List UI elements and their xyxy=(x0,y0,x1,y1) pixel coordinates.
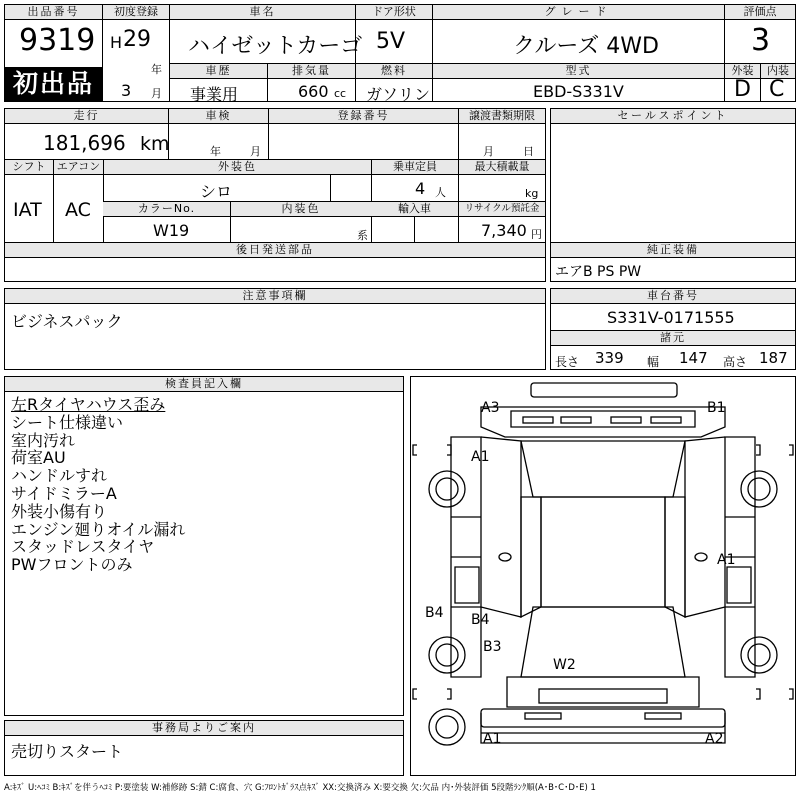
inspector-line: ハンドルすれ xyxy=(11,466,108,486)
displacement-cell xyxy=(267,64,355,101)
sales-point-block xyxy=(550,108,796,282)
damage-mark: A1 xyxy=(471,449,490,465)
height-label: 高さ xyxy=(723,355,748,369)
height: 187 xyxy=(759,349,788,367)
displacement-unit: cc xyxy=(334,87,347,100)
mileage-unit: km xyxy=(140,133,170,155)
damage-mark: A2 xyxy=(705,731,724,747)
car-name-cell xyxy=(170,5,363,63)
capacity-unit: 人 xyxy=(435,186,446,199)
registration-year-unit: 年 xyxy=(151,63,162,76)
registration-label: 初度登録 xyxy=(103,5,169,20)
damage-mark: B4 xyxy=(471,612,490,628)
length: 339 xyxy=(595,349,624,367)
reg-number-label: 登録番号 xyxy=(268,109,458,124)
sales-point-label: セールスポイント xyxy=(551,109,795,124)
lot-number: 9319 xyxy=(19,23,96,58)
score-label: 評価点 xyxy=(725,5,795,20)
interior-color-label: 内装色 xyxy=(230,202,371,217)
specs-label: 諸元 xyxy=(551,331,795,346)
door-type: 5V xyxy=(376,29,406,54)
registration-era: H xyxy=(110,33,123,52)
history-cell xyxy=(170,64,267,104)
damage-mark: B1 xyxy=(707,400,726,416)
door-cell xyxy=(355,5,432,63)
fuel-label: 燃料 xyxy=(356,64,432,79)
legend: A:ｷｽﾞ U:ﾍｺﾐ B:ｷｽﾞを伴うﾍｺﾐ P:要塗装 W:補修跡 S:錆 C:腐食、穴 G:ﾌﾛﾝﾄｶﾞﾗｽ点ｷｽﾞ XX:交換済み X:要交換 欠:欠品 内･外装評価 5段階ﾗﾝｸ順(A･B･C･D･E) 1 xyxy=(4,783,596,793)
inspector-notes xyxy=(11,396,185,574)
inspection-label: 車検 xyxy=(168,109,268,124)
lot-label: 出品番号 xyxy=(5,5,102,20)
registration-cell xyxy=(103,5,169,101)
mileage-label: 走行 xyxy=(5,109,168,124)
car-name: ハイゼットカーゴ xyxy=(188,34,363,59)
shift: IAT xyxy=(13,199,42,221)
exterior-color-label: 外装色 xyxy=(103,160,371,175)
inspector-line: スタッドレスタイヤ xyxy=(11,537,155,557)
color-no: W19 xyxy=(153,221,190,240)
color-no-label: カラーNo. xyxy=(103,202,230,217)
lot-cell xyxy=(5,5,102,101)
score: 3 xyxy=(751,23,771,58)
model-cell xyxy=(432,64,724,101)
transfer-day-unit: 日 xyxy=(523,145,534,158)
inspector-line: サイドミラーA xyxy=(11,483,117,503)
transfer-month-unit: 月 xyxy=(483,145,494,158)
office-block xyxy=(4,720,404,776)
interior-score-label: 内装 xyxy=(760,64,795,79)
car-outline xyxy=(411,377,795,775)
inspector-line: 左Rタイヤハウス歪み xyxy=(11,395,166,414)
length-label: 長さ xyxy=(555,355,580,369)
history: 事業用 xyxy=(190,85,239,104)
door-label: ドア形状 xyxy=(356,5,432,20)
displacement: 660 xyxy=(298,82,329,101)
damage-mark: B3 xyxy=(483,639,502,655)
car-diagram xyxy=(410,376,796,776)
inspector-block xyxy=(4,376,404,716)
grade-cell xyxy=(432,5,724,63)
chassis-number: S331V-0171555 xyxy=(607,308,735,327)
damage-mark: A1 xyxy=(717,552,736,568)
exterior-color: シロ xyxy=(200,182,233,201)
recycle-fee: 7,340 xyxy=(481,221,527,240)
width: 147 xyxy=(679,349,708,367)
mileage: 181,696 xyxy=(43,131,126,155)
inspector-line: 外装小傷有り xyxy=(11,501,108,521)
width-label: 幅 xyxy=(647,355,660,369)
exterior-score: D xyxy=(734,77,751,102)
capacity-label: 乗車定員 xyxy=(371,160,458,175)
inspector-line: 荷室AU xyxy=(11,448,66,468)
office-message: 売切りスタート xyxy=(11,742,124,761)
interior-score: C xyxy=(769,77,785,102)
car-name-label: 車名 xyxy=(170,5,355,20)
capacity: 4 xyxy=(415,179,426,198)
grade: クルーズ 4WD xyxy=(513,34,659,59)
model-label: 型式 xyxy=(433,64,724,79)
displacement-label: 排気量 xyxy=(268,64,355,79)
inspector-line: エンジン廻りオイル漏れ xyxy=(11,519,186,539)
inspection-year-unit: 年 xyxy=(210,145,221,158)
import-label: 輸入車 xyxy=(371,202,458,217)
aircon-label: エアコン xyxy=(53,160,103,175)
notes-block xyxy=(4,288,546,370)
inspector-line: PWフロントのみ xyxy=(11,555,133,575)
registration-month-unit: 月 xyxy=(151,87,162,100)
max-load-label: 最大積載量 xyxy=(458,160,545,175)
notes-label: 注意事項欄 xyxy=(5,289,545,304)
recycle-fee-unit: 円 xyxy=(531,228,542,241)
inspector-line: 室内汚れ xyxy=(11,430,76,450)
exterior-score-label: 外装 xyxy=(725,64,760,79)
history-label: 車歴 xyxy=(170,64,267,79)
aircon: AC xyxy=(65,199,91,221)
recycle-label: リサイクル預託金 xyxy=(458,202,545,217)
registration-year: 29 xyxy=(123,27,151,52)
registration-month: 3 xyxy=(121,81,132,100)
office-label: 事務局よりご案内 xyxy=(5,721,403,736)
notes: ビジネスパック xyxy=(11,312,123,331)
shift-label: シフト xyxy=(5,160,53,175)
later-parts-label: 後日発送部品 xyxy=(5,243,545,258)
mileage-block xyxy=(4,108,546,282)
inspection-month-unit: 月 xyxy=(250,145,261,158)
damage-mark: A1 xyxy=(483,731,502,747)
chassis-label: 車台番号 xyxy=(551,289,795,304)
fuel-cell xyxy=(355,64,432,104)
inspector-label: 検査員記入欄 xyxy=(5,377,403,392)
score-cell xyxy=(724,5,795,101)
transfer-label: 譲渡書類期限 xyxy=(458,109,545,124)
model: EBD-S331V xyxy=(533,82,624,101)
damage-mark: W2 xyxy=(553,657,576,673)
grade-label: グレード xyxy=(433,5,724,20)
interior-color-unit: 系 xyxy=(357,229,368,242)
genuine-equipment-label: 純正装備 xyxy=(551,243,795,258)
fuel: ガソリン xyxy=(366,85,431,104)
max-load-unit: kg xyxy=(525,187,539,200)
damage-mark: B4 xyxy=(425,605,444,621)
header-block xyxy=(4,4,796,102)
damage-mark: A3 xyxy=(481,400,500,416)
first-listing-badge: 初出品 xyxy=(5,67,102,101)
genuine-equipment: エアB PS PW xyxy=(555,264,642,280)
chassis-block xyxy=(550,288,796,370)
inspector-line: シート仕様違い xyxy=(11,412,124,432)
